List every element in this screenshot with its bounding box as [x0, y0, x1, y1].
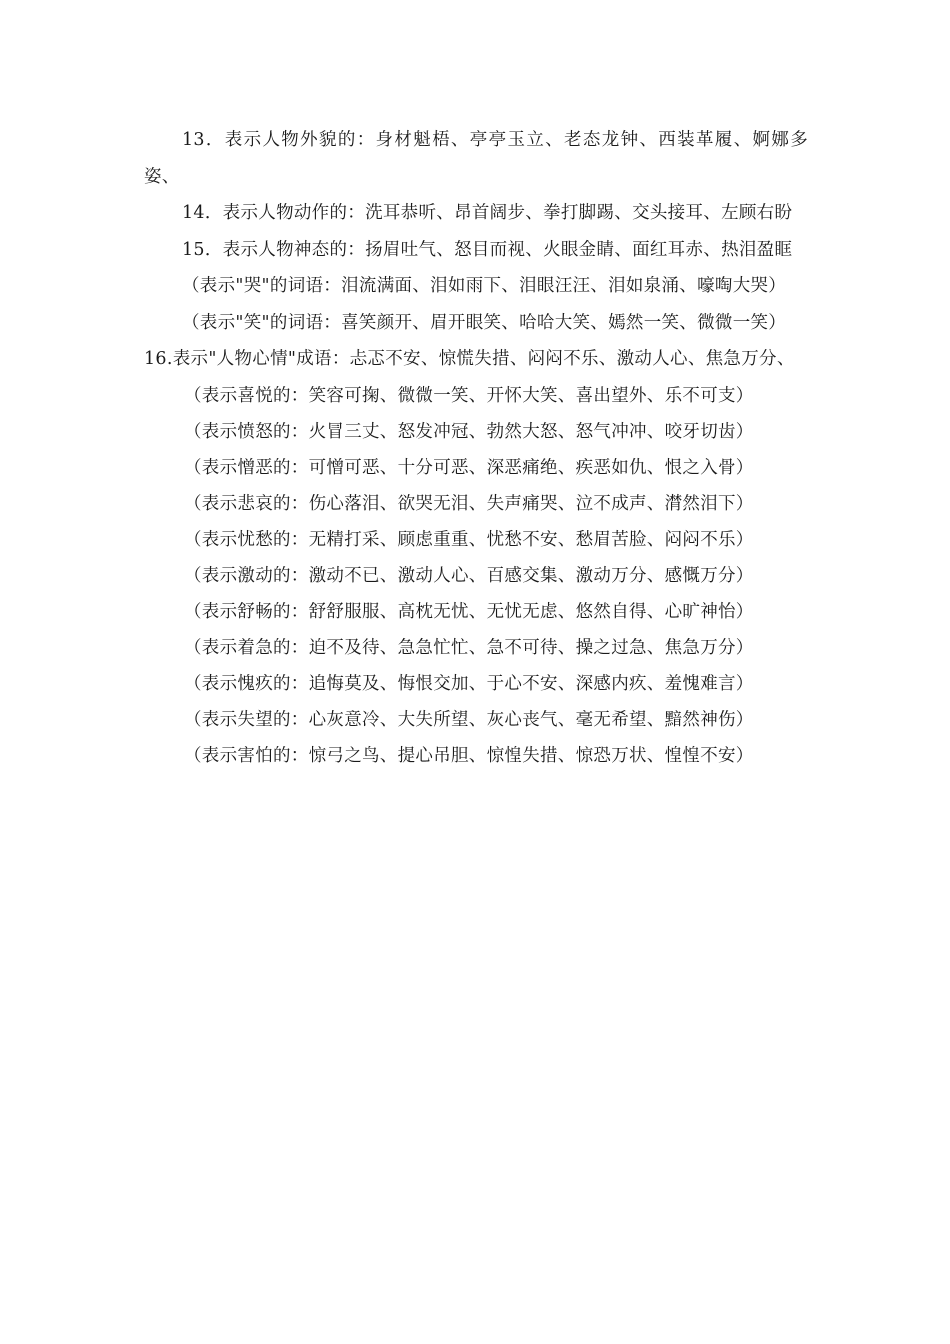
paragraph-mood-idioms: 16.表示"人物心情"成语：忐忑不安、惊慌失措、闷闷不乐、激动人心、焦急万分、	[144, 349, 795, 369]
mood-line-joy: （表示喜悦的：笑容可掬、微微一笑、开怀大笑、喜出望外、乐不可支）	[184, 385, 754, 406]
mood-line-hatred: （表示憎恶的：可憎可恶、十分可恶、深恶痛绝、疾恶如仇、恨之入骨）	[184, 457, 754, 478]
mood-line-worry: （表示忧愁的：无精打采、顾虑重重、忧愁不安、愁眉苦脸、闷闷不乐）	[184, 529, 754, 550]
paragraph-laugh-words: （表示"笑"的词语：喜笑颜开、眉开眼笑、哈哈大笑、嫣然一笑、微微一笑）	[182, 312, 787, 333]
mood-line-excitement: （表示激动的：激动不已、激动人心、百感交集、激动万分、感慨万分）	[184, 565, 754, 586]
mood-list	[144, 378, 808, 774]
mood-line-sorrow: （表示悲哀的：伤心落泪、欲哭无泪、失声痛哭、泣不成声、潸然泪下）	[184, 493, 754, 514]
mood-line-comfort: （表示舒畅的：舒舒服服、高枕无忧、无忧无虑、悠然自得、心旷神怡）	[184, 601, 754, 622]
paragraph-action: 14．表示人物动作的：洗耳恭听、昂首阔步、拳打脚踢、交头接耳、左顾右盼	[182, 203, 793, 223]
mood-line-anxiety: （表示着急的：迫不及待、急急忙忙、急不可待、操之过急、焦急万分）	[184, 637, 754, 658]
paragraph-appearance: 13．表示人物外貌的：身材魁梧、亭亭玉立、老态龙钟、西装革履、婀娜多姿、	[144, 130, 808, 187]
document-body	[144, 122, 808, 774]
mood-line-fear: （表示害怕的：惊弓之鸟、提心吊胆、惊惶失措、惊恐万状、惶惶不安）	[184, 745, 754, 766]
paragraph-cry-words: （表示"哭"的词语：泪流满面、泪如雨下、泪眼汪汪、泪如泉涌、嚎啕大哭）	[182, 276, 787, 296]
paragraph-expression: 15．表示人物神态的：扬眉吐气、怒目而视、火眼金睛、面红耳赤、热泪盈眶	[182, 239, 793, 260]
mood-line-disappointment: （表示失望的：心灰意冷、大失所望、灰心丧气、毫无希望、黯然神伤）	[184, 709, 754, 730]
mood-line-anger: （表示愤怒的：火冒三丈、怒发冲冠、勃然大怒、怒气冲冲、咬牙切齿）	[184, 421, 754, 442]
mood-line-guilt: （表示愧疚的：追悔莫及、悔恨交加、于心不安、深感内疚、羞愧难言）	[184, 673, 754, 694]
